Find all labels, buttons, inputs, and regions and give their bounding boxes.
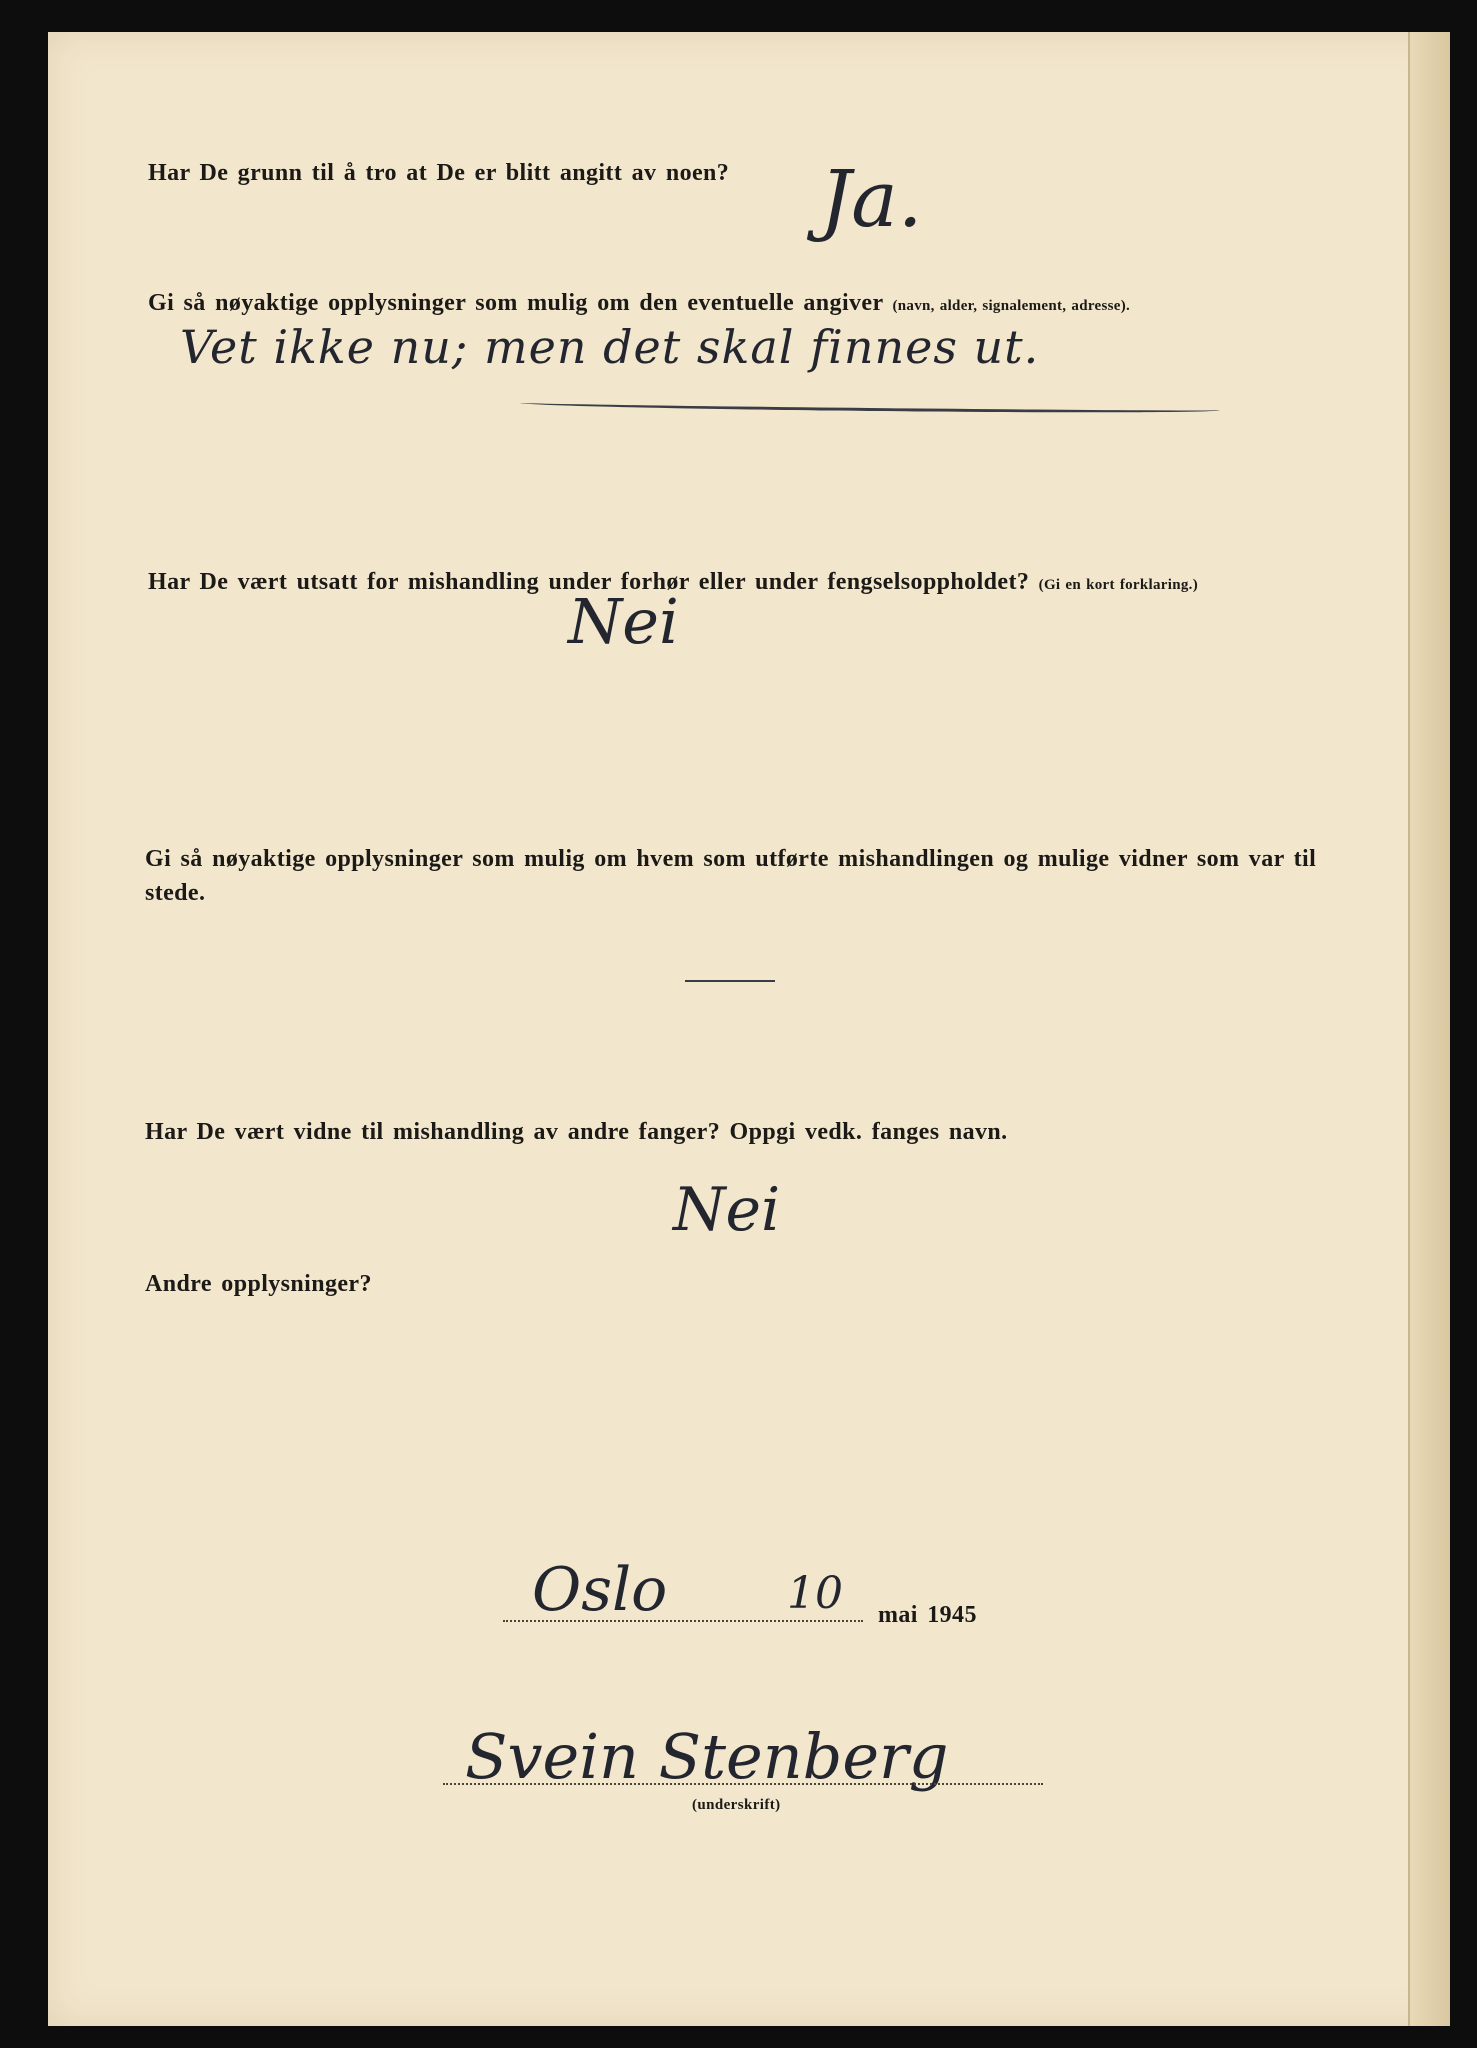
question-angiver-note: (navn, alder, signalement, adresse). [892,298,1131,314]
question-angitt: Har De grunn til å tro at De er blitt angitt av noen? [148,160,730,186]
question-mishandling-text: Har De vært utsatt for mishandling under forhør eller under fengselsoppholdet? [148,569,1030,595]
answer-angitt: Ja. [820,155,923,245]
question-andre: Andre opplysninger? [145,1271,372,1297]
date-month-year: mai 1945 [878,1602,977,1628]
question-angiver [148,286,1130,323]
question-vidne: Har De vært vidne til mishandling av andre fanger? Oppgi vedk. fanges navn. [145,1119,1008,1145]
signature-dotted-line [443,1783,1043,1785]
answer-angiver: Vet ikke nu; men det skal finnes ut. [180,320,1040,374]
place-handwritten: Oslo [532,1555,668,1625]
question-mishandling-note: (Gi en kort forklaring.) [1038,577,1199,593]
paper-edge [1408,32,1450,2026]
question-angiver-text: Gi så nøyaktige opplysninger som mulig om den eventuelle angiver [148,290,884,316]
signature: Svein Stenberg [465,1720,949,1793]
question-utforte: Gi så nøyaktige opplysninger som mulig om hvem som utførte mishandlingen og mulige vidner som var til stede. [145,846,1317,906]
answer-mishandling: Nei [568,585,679,658]
signature-caption: (underskrift) [692,1797,781,1813]
handwritten-dash [685,980,775,982]
day-handwritten: 10 [787,1568,843,1619]
answer-vidne: Nei [673,1175,781,1245]
date-dotted-line [503,1620,863,1622]
